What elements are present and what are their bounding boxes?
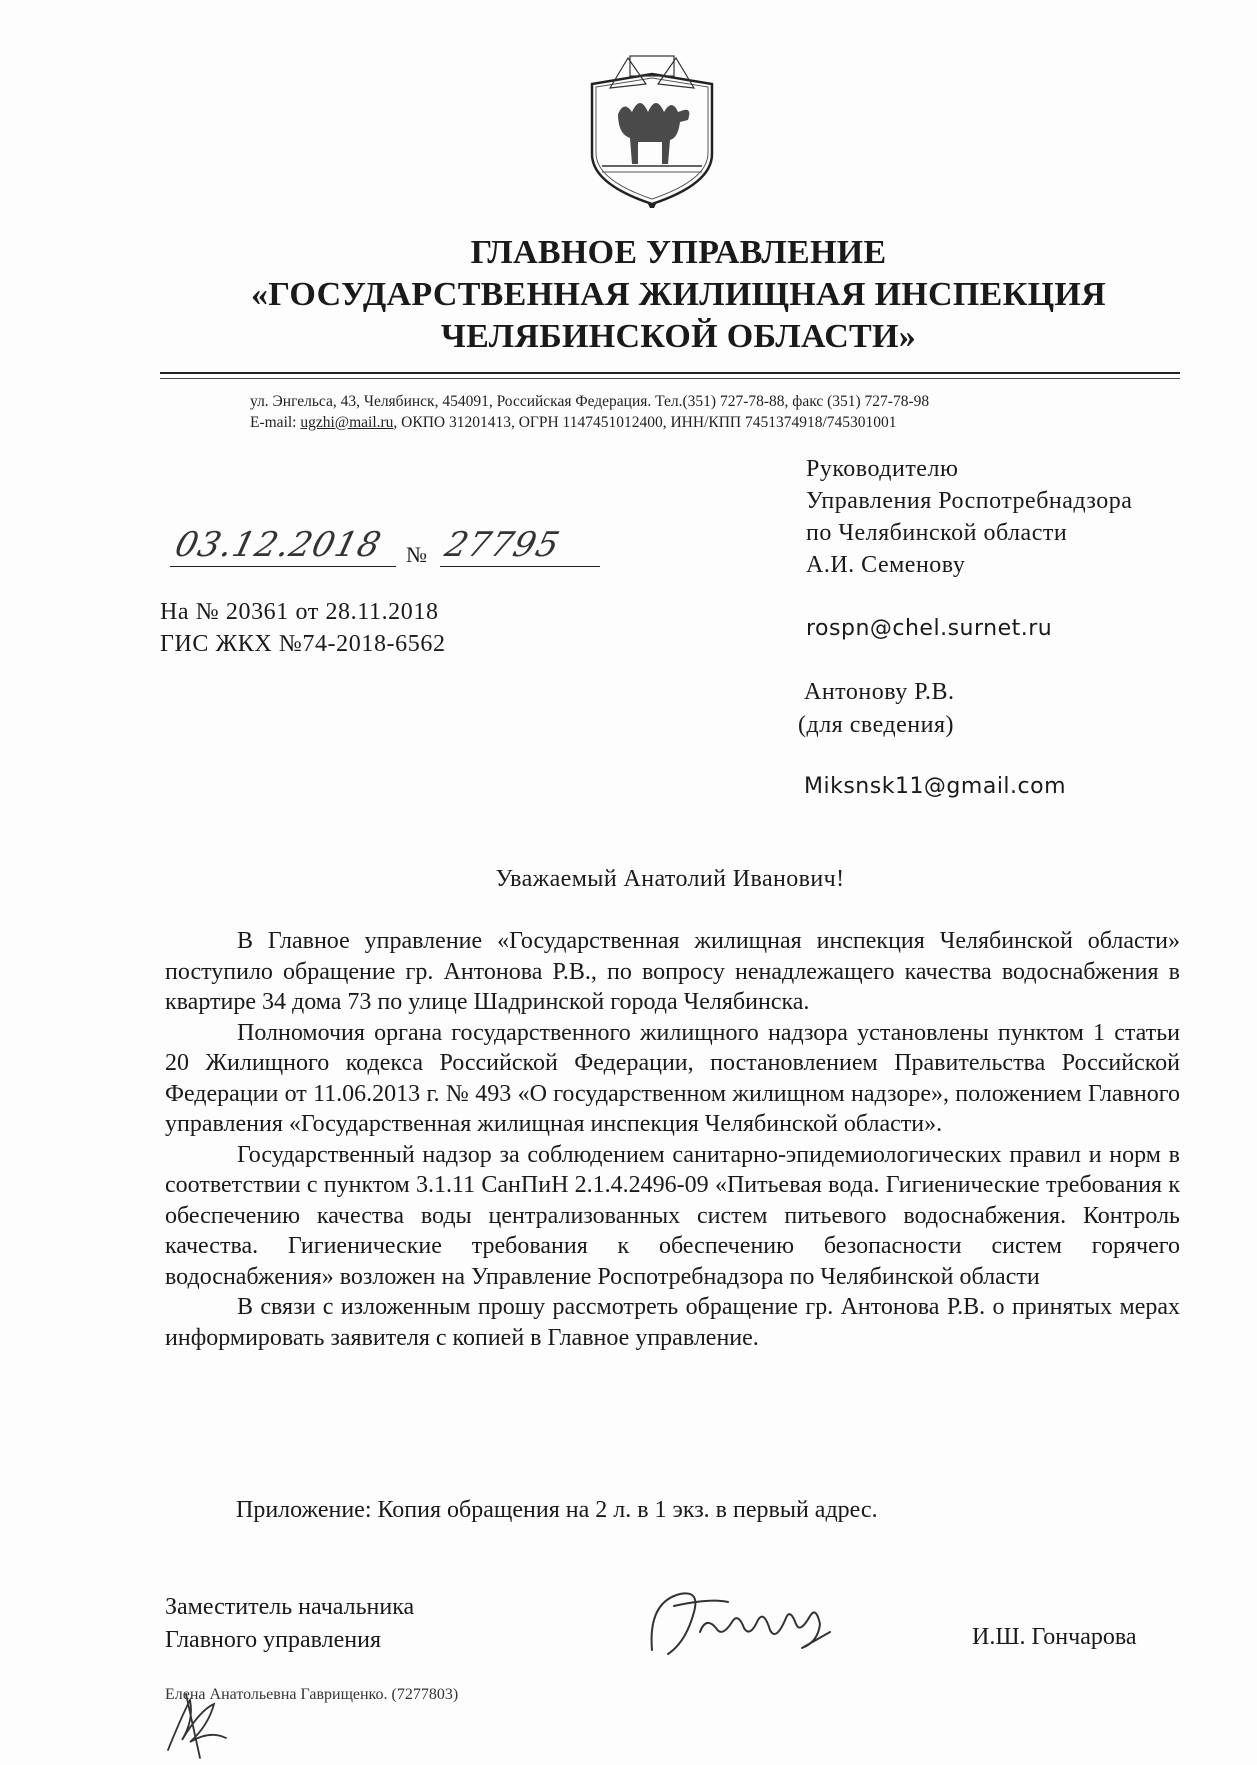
signer-position-line1: Заместитель начальника	[165, 1594, 415, 1620]
letter-body	[165, 926, 1180, 1353]
executor-info: Елена Анатольевна Гаврищенко. (7277803)	[165, 1686, 459, 1703]
recipient-region: по Челябинской области	[806, 520, 1068, 546]
paragraph: Полномочия органа государственного жилищного надзора установлены пунктом 1 статьи 20 Жилищного кодекса Российской Федерации, постановлением Правительства Российской Федерации от 11.06.2013 г. № 493 «О государственном жилищном надзоре», положением Главного управления «Государственная жилищная инспекция Челябинской области».	[165, 1019, 1180, 1137]
cc-name: Антонову Р.В.	[804, 679, 955, 705]
email-label: E-mail:	[250, 414, 301, 431]
initials-mark-icon	[160, 1680, 240, 1760]
signer-name: И.Ш. Гончарова	[972, 1624, 1137, 1650]
paragraph: Государственный надзор за соблюдением санитарно-эпидемиологических правил и норм в соответствии с пунктом 3.1.11 СанПиН 2.1.4.2496-09 «Питьевая вода. Гигиенические требования к обеспечению качества воды централизованных систем питьевого водоснабжения. Контроль качества. Гигиенические требования к обеспечению безопасности систем горячего водоснабжения» возложен на Управление Роспотребнадзора по Челябинской области	[165, 1141, 1180, 1290]
cc-email: Miksnsk11@gmail.com	[804, 774, 1067, 799]
org-registry-codes: , ОКПО 31201413, ОГРН 1147451012400, ИНН/КПП 7451374918/745301001	[393, 414, 897, 431]
recipient-org: Управления Роспотребнадзора	[806, 488, 1133, 514]
recipient-title: Руководителю	[806, 456, 959, 482]
attachment-note: Приложение: Копия обращения на 2 л. в 1 экз. в первый адрес.	[236, 1497, 878, 1523]
signer-position-line2: Главного управления	[165, 1627, 381, 1653]
org-title-line1: ГЛАВНОЕ УПРАВЛЕНИЕ	[470, 234, 887, 271]
coat-of-arms-camel-icon	[588, 54, 716, 208]
org-address: ул. Энгельса, 43, Челябинск, 454091, Российская Федерация. Тел.(351) 727-78-88, факс (351) 727-78-98	[250, 393, 930, 410]
paragraph: В Главное управление «Государственная жилищная инспекция Челябинской области» поступило обращение гр. Антонова Р.В., по вопросу ненадлежащего качества водоснабжения в квартире 34 дома 73 по улице Шадринской города Челябинска.	[165, 928, 1180, 1015]
registration-number: 27795	[441, 525, 565, 565]
date-underline	[170, 566, 396, 567]
reference-number: На № 20361 от 28.11.2018	[160, 599, 439, 625]
org-email: ugzhi@mail.ru	[300, 414, 394, 431]
gis-reference: ГИС ЖКХ №74-2018-6562	[160, 631, 446, 657]
org-title-line3: ЧЕЛЯБИНСКОЙ ОБЛАСТИ»	[440, 318, 917, 355]
recipient-name: А.И. Семенову	[806, 552, 966, 578]
paragraph: В связи с изложенным прошу рассмотреть обращение гр. Антонова Р.В. о принятых мерах информировать заявителя с копией в Главное управление.	[165, 1294, 1180, 1351]
handwritten-signature-icon	[640, 1572, 840, 1682]
recipient-email: rospn@chel.surnet.ru	[806, 616, 1053, 641]
org-title-line2: «ГОСУДАРСТВЕННАЯ ЖИЛИЩНАЯ ИНСПЕКЦИЯ	[251, 276, 1106, 313]
greeting: Уважаемый Анатолий Иванович!	[495, 866, 845, 892]
org-contacts	[250, 413, 1110, 433]
header-rule	[160, 372, 1180, 374]
registration-date: 03.12.2018	[171, 525, 386, 565]
number-underline	[440, 566, 600, 567]
cc-note: (для сведения)	[798, 712, 954, 738]
number-sign: №	[406, 542, 427, 567]
header-rule-thin	[160, 378, 1180, 379]
